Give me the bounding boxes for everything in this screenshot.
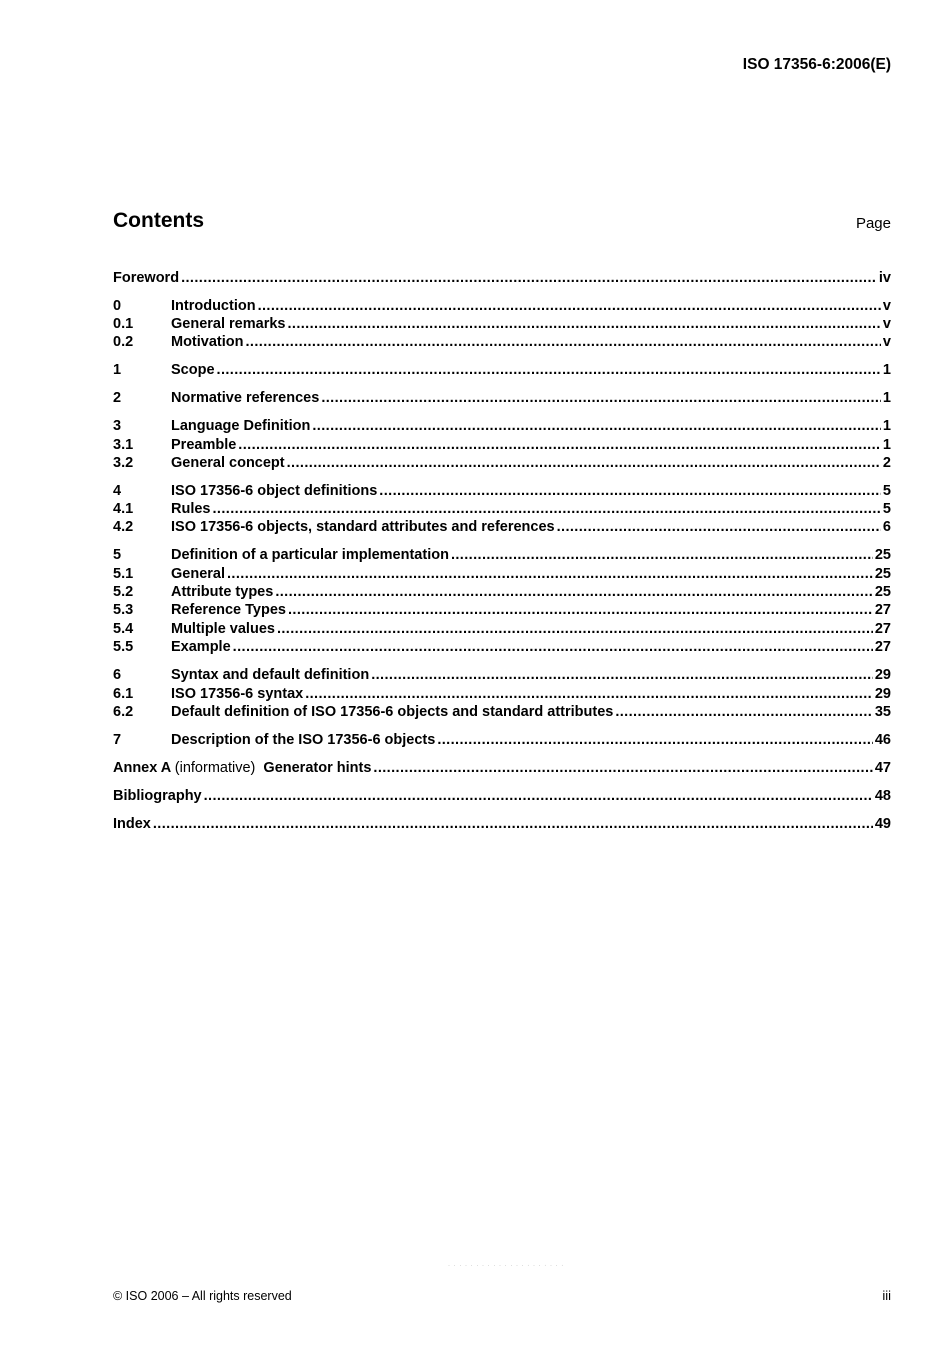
toc-entry-number: 4	[113, 483, 122, 499]
toc-entry-page: v	[882, 334, 891, 350]
toc-entry-title: Definition of a particular implementation	[171, 547, 449, 563]
toc-entry-number: 6.2	[113, 704, 134, 720]
toc-entry[interactable]	[113, 602, 891, 620]
toc-entry-title: Introduction	[171, 298, 256, 314]
toc-entry[interactable]	[113, 686, 891, 704]
toc-entry[interactable]	[113, 501, 891, 519]
toc-entry[interactable]	[113, 455, 891, 473]
toc-entry[interactable]	[113, 483, 891, 501]
toc-entry-title: Example	[171, 639, 231, 655]
toc-entry-page: 1	[882, 362, 891, 378]
toc-entry[interactable]	[113, 704, 891, 722]
dot-leader	[379, 483, 881, 499]
toc-entry-number: 5.1	[113, 566, 134, 582]
toc-entry-number: 5.5	[113, 639, 134, 655]
toc-entry-number: 4.1	[113, 501, 134, 517]
toc-entry-number: 3	[113, 418, 122, 434]
annex-note: (informative)	[174, 760, 256, 776]
toc-entry-number: 2	[113, 390, 122, 406]
page-column-label: Page	[855, 215, 891, 232]
toc-entry-page: 49	[874, 816, 891, 832]
dot-leader	[371, 667, 873, 683]
dot-leader	[305, 686, 873, 702]
annex-label: Annex A	[113, 760, 171, 776]
dot-leader	[437, 732, 873, 748]
toc-entry-number: 5.2	[113, 584, 134, 600]
toc-entry-number: 5.4	[113, 621, 134, 637]
toc-entry[interactable]	[113, 547, 891, 565]
dot-leader	[246, 334, 881, 350]
dot-leader	[288, 602, 873, 618]
toc-entry-title: Scope	[171, 362, 215, 378]
toc-entry-page: 46	[874, 732, 891, 748]
dot-leader	[238, 437, 881, 453]
toc-entry-page: 48	[874, 788, 891, 804]
toc-entry-page: 1	[882, 390, 891, 406]
toc-entry-page: 1	[882, 437, 891, 453]
toc-entry-title: ISO 17356-6 objects, standard attributes and references	[171, 519, 555, 535]
toc-entry-page: 1	[882, 418, 891, 434]
dot-leader	[287, 455, 881, 471]
dot-leader	[321, 390, 881, 406]
dot-leader	[451, 547, 873, 563]
toc-entry[interactable]	[113, 362, 891, 380]
toc-entry-page: 27	[874, 621, 891, 637]
toc-entry-page: 27	[874, 602, 891, 618]
dot-leader	[233, 639, 873, 655]
toc-entry[interactable]	[113, 621, 891, 639]
table-of-contents	[113, 0, 891, 900]
dot-leader	[287, 316, 880, 332]
toc-entry-title: Rules	[171, 501, 211, 517]
toc-entry-page: iv	[878, 270, 891, 286]
toc-entry-title: Motivation	[171, 334, 244, 350]
toc-entry-title: Multiple values	[171, 621, 275, 637]
dot-leader	[204, 788, 873, 804]
toc-entry[interactable]	[113, 639, 891, 657]
toc-entry-page: 35	[874, 704, 891, 720]
toc-entry[interactable]	[113, 732, 891, 750]
toc-entry-number: 0.1	[113, 316, 134, 332]
toc-entry-title: Normative references	[171, 390, 320, 406]
toc-entry-number: 5	[113, 547, 122, 563]
toc-entry-title: General	[171, 566, 225, 582]
dot-leader	[277, 621, 873, 637]
toc-entry[interactable]	[113, 334, 891, 352]
toc-entry-page: 47	[874, 760, 891, 776]
footer-copyright: © ISO 2006 – All rights reserved	[113, 1289, 292, 1303]
toc-entry[interactable]	[113, 316, 891, 334]
toc-entry-number: 3.2	[113, 455, 134, 471]
faint-dot-artifact: · · · · · · · · · · · · · · · · · · · · ·	[448, 1263, 565, 1269]
toc-entry-page: v	[882, 316, 891, 332]
toc-entry-title: General remarks	[171, 316, 286, 332]
footer-page-number: iii	[882, 1288, 891, 1303]
document-id: ISO 17356-6:2006(E)	[742, 56, 891, 73]
dot-leader	[557, 519, 881, 535]
toc-entry[interactable]	[113, 584, 891, 602]
dot-leader	[227, 566, 873, 582]
toc-entry[interactable]	[113, 390, 891, 408]
annex-title: Generator hints	[263, 760, 372, 776]
toc-entry-bibliography[interactable]	[113, 788, 891, 806]
dot-leader	[615, 704, 873, 720]
dot-leader	[213, 501, 881, 517]
toc-entry-number: 0.2	[113, 334, 134, 350]
toc-entry-title: Syntax and default definition	[171, 667, 370, 683]
toc-entry-annex-a[interactable]	[113, 760, 891, 778]
contents-heading: Contents	[113, 209, 204, 232]
toc-entry-title: General concept	[171, 455, 285, 471]
toc-entry-page: 29	[874, 667, 891, 683]
toc-entry-page: v	[882, 298, 891, 314]
toc-entry-title: ISO 17356-6 syntax	[171, 686, 304, 702]
toc-entry-number: 5.3	[113, 602, 134, 618]
toc-entry[interactable]	[113, 437, 891, 455]
toc-entry-index[interactable]	[113, 816, 891, 834]
toc-entry-number: 6	[113, 667, 122, 683]
toc-entry-title: Foreword	[113, 270, 180, 286]
dot-leader	[153, 816, 873, 832]
dot-leader	[258, 298, 881, 314]
toc-entry-number: 4.2	[113, 519, 134, 535]
toc-entry-page: 6	[882, 519, 891, 535]
toc-entry-title: Reference Types	[171, 602, 286, 618]
toc-entry-foreword[interactable]	[113, 270, 891, 288]
dot-leader	[217, 362, 881, 378]
toc-entry-title: Description of the ISO 17356-6 objects	[171, 732, 436, 748]
dot-leader	[275, 584, 873, 600]
toc-entry-page: 27	[874, 639, 891, 655]
toc-entry-page: 5	[882, 501, 891, 517]
toc-entry-number: 3.1	[113, 437, 134, 453]
toc-entry-page: 5	[882, 483, 891, 499]
toc-entry[interactable]	[113, 418, 891, 436]
toc-entry-number: 0	[113, 298, 122, 314]
toc-entry[interactable]	[113, 298, 891, 316]
toc-entry-page: 25	[874, 584, 891, 600]
toc-entry-title: Preamble	[171, 437, 237, 453]
toc-entry-title: ISO 17356-6 object definitions	[171, 483, 378, 499]
dot-leader	[181, 270, 877, 286]
toc-entry-title: Index	[113, 816, 151, 832]
dot-leader	[373, 760, 872, 776]
toc-entry-title	[113, 760, 371, 776]
toc-entry[interactable]	[113, 519, 891, 537]
toc-entry-page: 2	[882, 455, 891, 471]
toc-entry-number: 7	[113, 732, 122, 748]
toc-entry-number: 6.1	[113, 686, 134, 702]
toc-entry-title: Default definition of ISO 17356-6 objects and standard attributes	[171, 704, 614, 720]
toc-entry-title: Attribute types	[171, 584, 274, 600]
toc-entry-page: 29	[874, 686, 891, 702]
toc-entry[interactable]	[113, 566, 891, 584]
toc-entry-title: Language Definition	[171, 418, 311, 434]
toc-entry[interactable]	[113, 667, 891, 685]
dot-leader	[312, 418, 881, 434]
toc-entry-page: 25	[874, 547, 891, 563]
toc-entry-number: 1	[113, 362, 122, 378]
toc-entry-page: 25	[874, 566, 891, 582]
toc-entry-title: Bibliography	[113, 788, 202, 804]
